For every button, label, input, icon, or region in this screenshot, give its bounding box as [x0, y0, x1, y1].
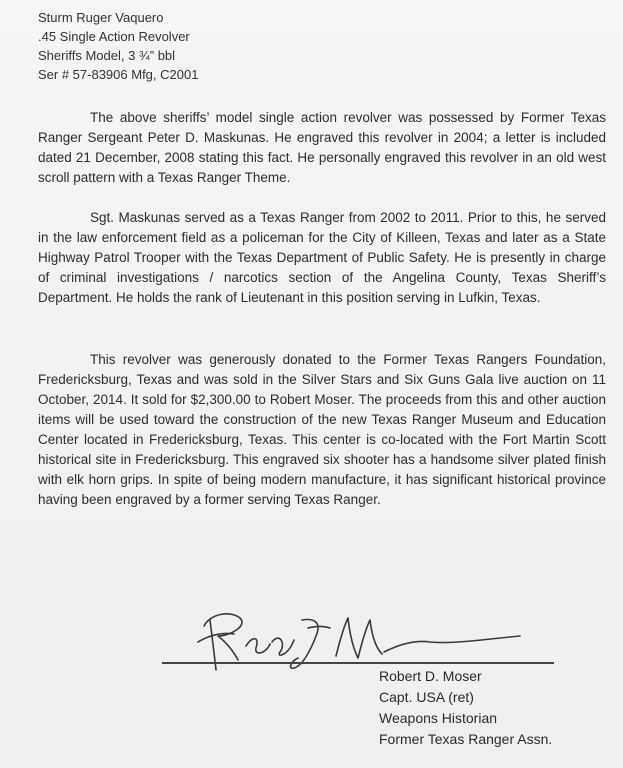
signature-line [162, 662, 554, 664]
item-serial-number: Ser # 57-83906 Mfg, C2001 [38, 67, 199, 82]
paragraph-engraver-bio: Sgt. Maskunas served as a Texas Ranger from 2002 to 2011. Prior to this, he served in the law enforcement field as a policeman for the City of Killeen, Texas and later as a State Highway Patrol Trooper with the Texas Department of Public Safety. He is presently in charge of criminal investigations / narcotics section of the Angelina County, Texas Sheriff’s Department. He holds the rank of Lieutenant in this position serving in Lufkin, Texas. [38, 210, 606, 305]
item-make-model: Sturm Ruger Vaquero [38, 10, 164, 25]
paragraph-provenance: The above sheriffs’ model single action revolver was possessed by Former Texas Ranger Sergeant Peter D. Maskunas. He engraved this revolver in 2004; a letter is included dated 21 December, 2008 stating this fact. He personally engraved this revolver in an old west scroll pattern with a Texas Ranger Theme. [38, 110, 606, 185]
item-caliber-type: .45 Single Action Revolver [38, 29, 190, 44]
signer-rank: Capt. USA (ret) [379, 689, 474, 705]
signer-organization: Former Texas Ranger Assn. [379, 731, 553, 747]
item-model-barrel: Sheriffs Model, 3 ¾” bbl [38, 48, 176, 63]
item-description [38, 8, 198, 84]
signature-block [379, 666, 552, 750]
paragraph-auction-details: This revolver was generously donated to the Former Texas Rangers Foundation, Fredericksburg, Texas and was sold in the Silver Stars and Six Guns Gala live auction on 11 October, 2014. It sold for $2,300.00 to Robert Moser. The proceeds from this and other auction items will be used toward the construction of the new Texas Ranger Museum and Education Center located in Fredericksburg, Texas. This center is co-located with the Fort Martin Scott historical site in Fredericksburg. This engraved six shooter has a handsome silver plated finish with elk horn grips. In spite of being modern manufacture, it has significant historical province having been engraved by a former serving Texas Ranger. [38, 352, 606, 507]
signer-name: Robert D. Moser [379, 668, 482, 684]
handwritten-signature [190, 596, 550, 676]
signer-role: Weapons Historian [379, 710, 498, 726]
